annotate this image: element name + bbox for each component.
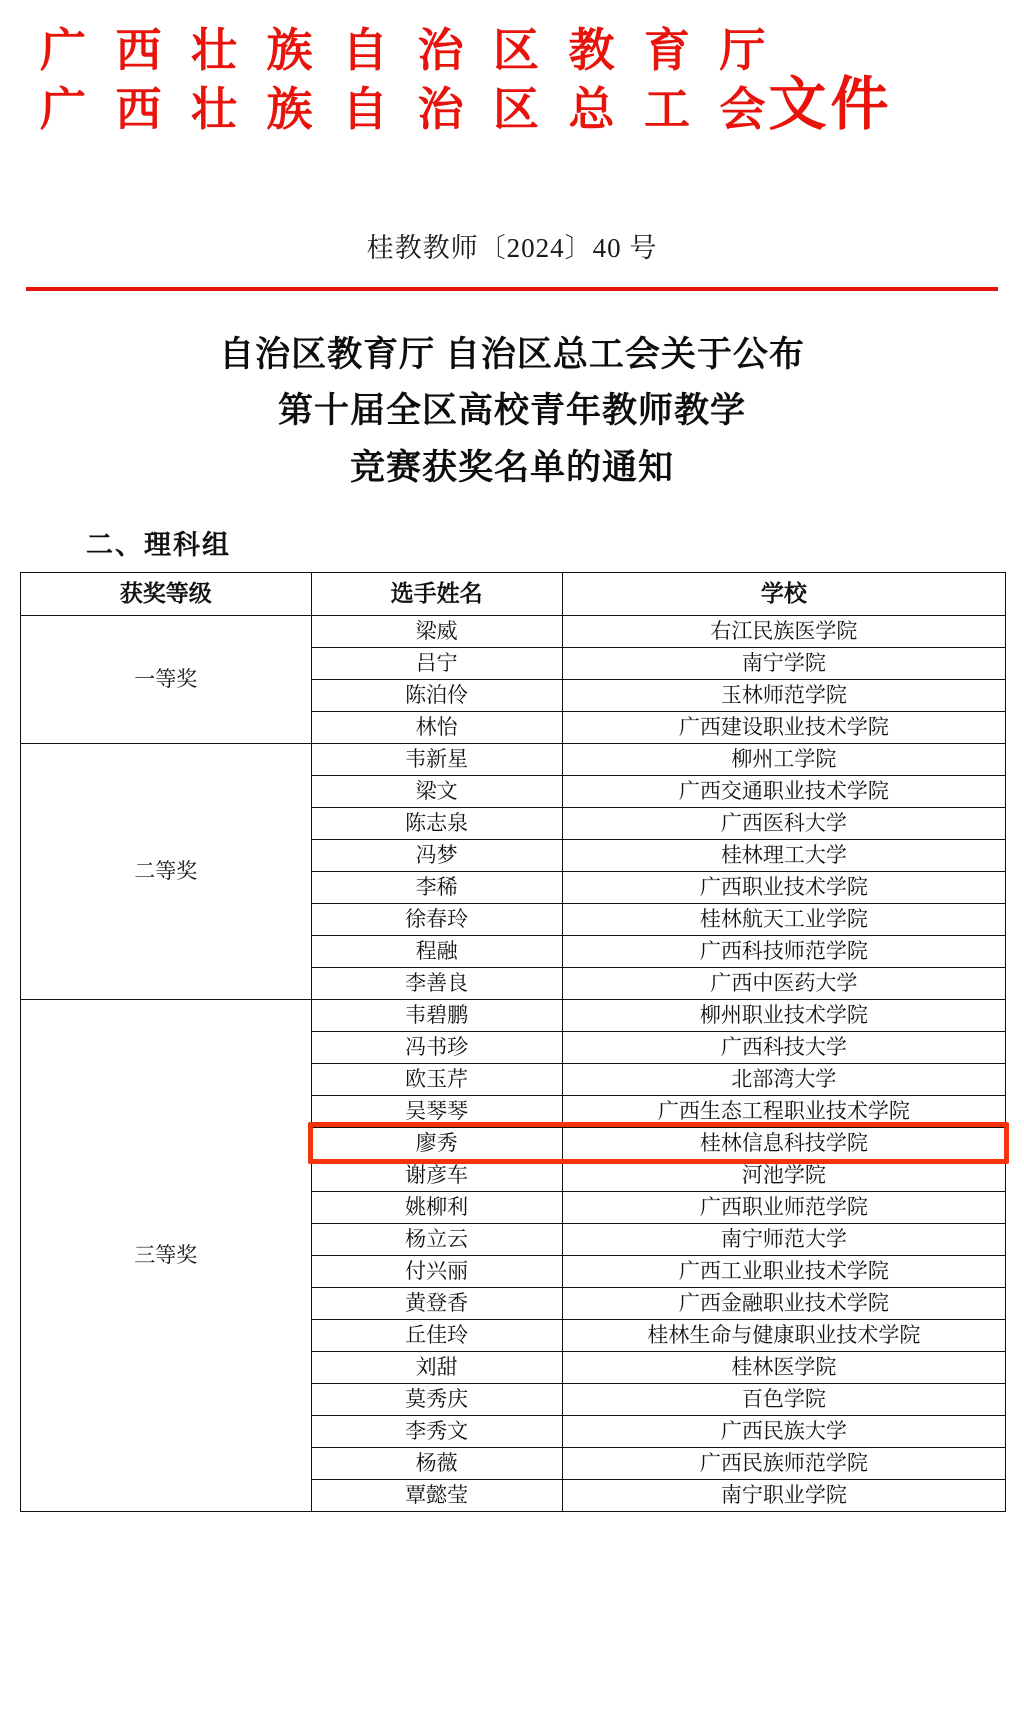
- award-level-cell: 二等奖: [21, 743, 312, 999]
- column-header-level: 获奖等级: [21, 572, 312, 615]
- page-title-line-2: 第十届全区高校青年教师教学: [277, 391, 746, 431]
- participant-name-cell: 谢彦车: [311, 1159, 562, 1191]
- table-row: [21, 743, 1006, 775]
- school-name-cell: 广西金融职业技术学院: [562, 1287, 1005, 1319]
- page-title-line-1: 自治区教育厅 自治区总工会关于公布: [219, 334, 805, 374]
- participant-name-cell: 覃懿莹: [311, 1479, 562, 1511]
- school-name-cell: 北部湾大学: [562, 1063, 1005, 1095]
- participant-name-cell: 陈志泉: [311, 807, 562, 839]
- school-name-cell: 右江民族医学院: [562, 615, 1005, 647]
- table-header-row: [21, 572, 1006, 615]
- participant-name-cell: 李稀: [311, 871, 562, 903]
- participant-name-cell: 程融: [311, 935, 562, 967]
- participant-name-cell: 姚柳利: [311, 1191, 562, 1223]
- participant-name-cell: 刘甜: [311, 1351, 562, 1383]
- participant-name-cell: 黄登香: [311, 1287, 562, 1319]
- participant-name-cell: 莫秀庆: [311, 1383, 562, 1415]
- column-header-school: 学校: [562, 572, 1005, 615]
- participant-name-cell: 冯梦: [311, 839, 562, 871]
- award-level-cell: 三等奖: [21, 999, 312, 1511]
- participant-name-cell: 冯书珍: [311, 1031, 562, 1063]
- school-name-cell: 河池学院: [562, 1159, 1005, 1191]
- school-name-cell: 桂林航天工业学院: [562, 903, 1005, 935]
- school-name-cell: 广西工业职业技术学院: [562, 1255, 1005, 1287]
- school-name-cell: 百色学院: [562, 1383, 1005, 1415]
- award-table-wrapper: [20, 572, 1006, 1512]
- red-divider-rule: [26, 287, 998, 291]
- school-name-cell: 广西生态工程职业技术学院: [562, 1095, 1005, 1127]
- document-number: 桂教教师〔2024〕40 号: [366, 232, 658, 263]
- school-name-cell: 南宁师范大学: [562, 1223, 1005, 1255]
- participant-name-cell: 丘佳玲: [311, 1319, 562, 1351]
- school-name-cell: 桂林生命与健康职业技术学院: [562, 1319, 1005, 1351]
- table-row: [21, 999, 1006, 1031]
- participant-name-cell: 欧玉芹: [311, 1063, 562, 1095]
- participant-name-cell: 吴琴琴: [311, 1095, 562, 1127]
- award-table-body: [21, 615, 1006, 1511]
- school-name-cell: 南宁职业学院: [562, 1479, 1005, 1511]
- masthead-suffix: 文件: [768, 71, 893, 137]
- school-name-cell: 柳州工学院: [562, 743, 1005, 775]
- participant-name-cell: 陈泊伶: [311, 679, 562, 711]
- participant-name-cell: 李善良: [311, 967, 562, 999]
- school-name-cell: 广西职业师范学院: [562, 1191, 1005, 1223]
- column-header-name: 选手姓名: [311, 572, 562, 615]
- participant-name-cell: 徐春玲: [311, 903, 562, 935]
- award-level-cell: 一等奖: [21, 615, 312, 743]
- section-heading: 二、理科组: [86, 529, 231, 560]
- page-title: [70, 327, 954, 497]
- participant-name-cell: 林怡: [311, 711, 562, 743]
- school-name-cell: 广西职业技术学院: [562, 871, 1005, 903]
- participant-name-cell: 杨立云: [311, 1223, 562, 1255]
- participant-name-cell: 韦新星: [311, 743, 562, 775]
- school-name-cell: 广西科技大学: [562, 1031, 1005, 1063]
- school-name-cell: 广西建设职业技术学院: [562, 711, 1005, 743]
- page-title-line-3: 竞赛获奖名单的通知: [349, 448, 674, 488]
- award-table: [20, 572, 1006, 1512]
- masthead: [0, 0, 1024, 140]
- school-name-cell: 柳州职业技术学院: [562, 999, 1005, 1031]
- participant-name-cell: 付兴丽: [311, 1255, 562, 1287]
- table-row: [21, 615, 1006, 647]
- participant-name-cell: 梁威: [311, 615, 562, 647]
- school-name-cell: 桂林理工大学: [562, 839, 1005, 871]
- school-name-cell: 玉林师范学院: [562, 679, 1005, 711]
- masthead-line-1: 广 西 壮 族 自 治 区 教 育 厅: [40, 25, 775, 76]
- masthead-lines: [40, 22, 775, 140]
- school-name-cell: 广西民族师范学院: [562, 1447, 1005, 1479]
- masthead-line-2: 广 西 壮 族 自 治 区 总 工 会: [40, 83, 775, 135]
- participant-name-cell: 杨薇: [311, 1447, 562, 1479]
- participant-name-cell: 韦碧鹏: [311, 999, 562, 1031]
- participant-name-cell: 廖秀: [311, 1127, 562, 1159]
- participant-name-cell: 吕宁: [311, 647, 562, 679]
- school-name-cell: 桂林信息科技学院: [562, 1127, 1005, 1159]
- school-name-cell: 广西医科大学: [562, 807, 1005, 839]
- school-name-cell: 南宁学院: [562, 647, 1005, 679]
- participant-name-cell: 梁文: [311, 775, 562, 807]
- school-name-cell: 广西交通职业技术学院: [562, 775, 1005, 807]
- participant-name-cell: 李秀文: [311, 1415, 562, 1447]
- school-name-cell: 桂林医学院: [562, 1351, 1005, 1383]
- school-name-cell: 广西中医药大学: [562, 967, 1005, 999]
- school-name-cell: 广西民族大学: [562, 1415, 1005, 1447]
- school-name-cell: 广西科技师范学院: [562, 935, 1005, 967]
